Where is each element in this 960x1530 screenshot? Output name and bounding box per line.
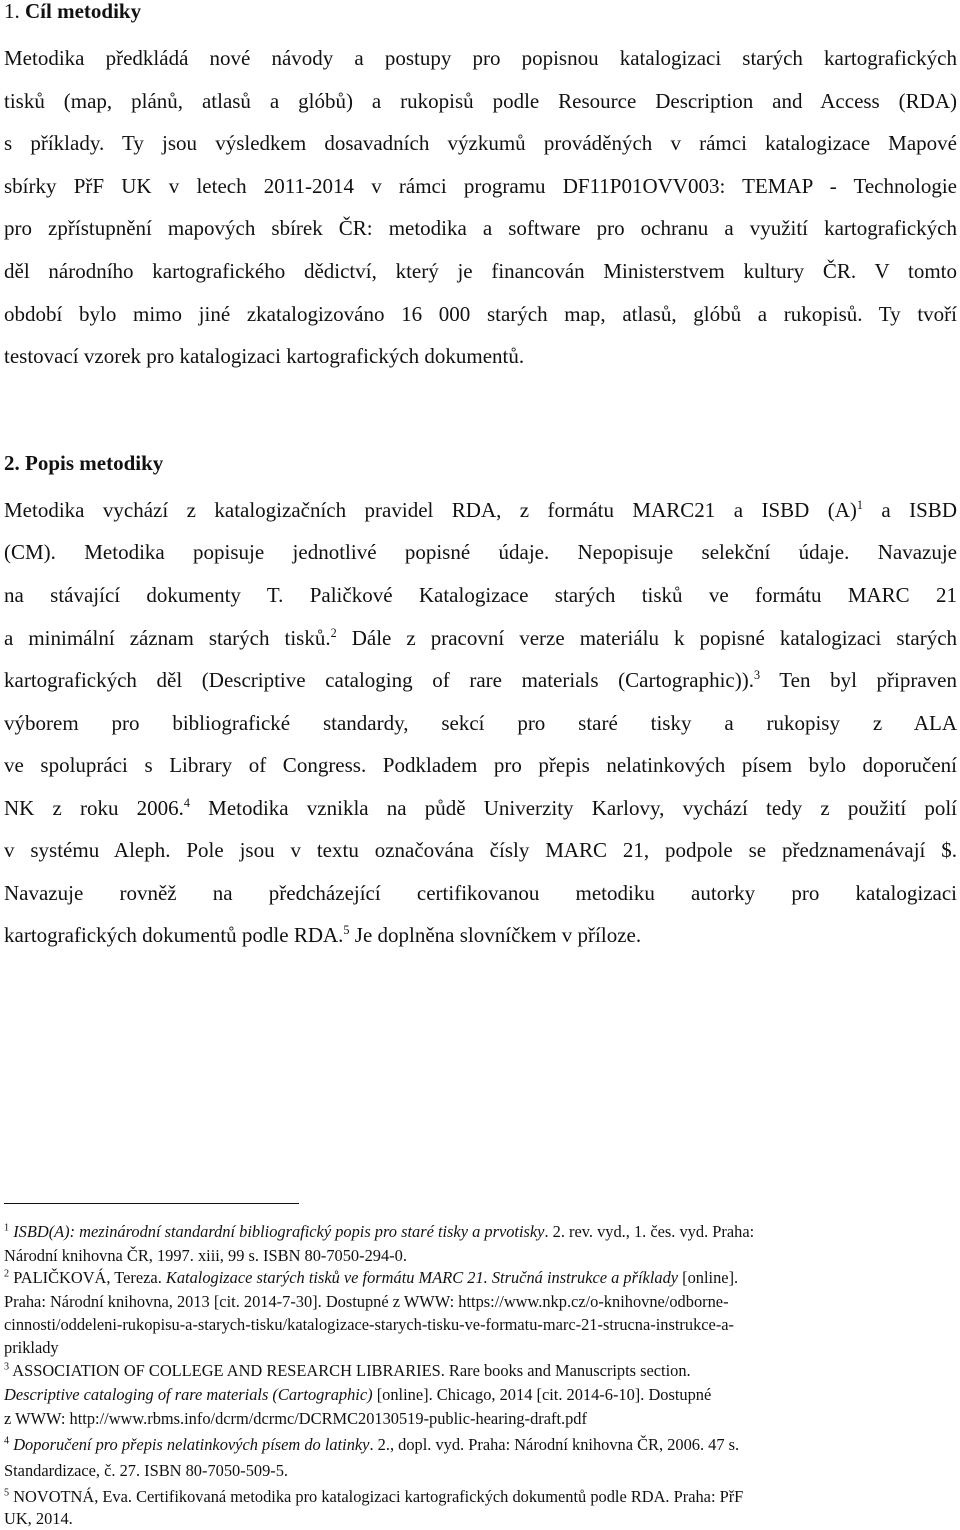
footnote-text: . 2. rev. vyd., 1. čes. vyd. Praha: (544, 1222, 755, 1241)
footnote-text: [online]. (678, 1268, 739, 1287)
section-2-line (4, 923, 957, 947)
section-2-line (4, 540, 957, 564)
footnote-2-line: priklady (4, 1338, 59, 1357)
footnote-ref-4[interactable]: 4 (183, 796, 190, 810)
section-2-line (4, 838, 957, 862)
footnote-ref-1[interactable]: 1 (856, 498, 863, 512)
footnote-number: 5 (4, 1487, 10, 1499)
footnote-title: Doporučení pro přepis nelatinkových písem do latinky (13, 1435, 370, 1454)
section-2-heading (4, 451, 163, 475)
section-2-line-text: výborem pro bibliografické standardy, sekcí pro staré tisky a rukopisy z ALA (4, 711, 957, 735)
section-1-heading (4, 0, 141, 23)
footnote-separator (4, 1203, 299, 1204)
section-2-title: 2. Popis metodiky (4, 451, 164, 475)
footnote-ref-5[interactable]: 5 (343, 923, 350, 937)
footnote-3-line (4, 1385, 957, 1405)
footnote-text: . 2., dopl. vyd. Praha: Národní knihovna ČR, 2006. 47 s. (369, 1435, 740, 1454)
footnote-title: Descriptive cataloging of rare materials (Cartographic) (4, 1385, 373, 1404)
footnote-2-line: Praha: Národní knihovna, 2013 [cit. 2014-7-30]. Dostupné z WWW: https://www.nkp.cz/o-knihovne/odborne- (4, 1292, 729, 1311)
section-2-line-text: na stávající dokumenty T. Paličkové Katalogizace starých tisků ve formátu MARC 21 (4, 583, 957, 607)
footnote-ref-3[interactable]: 3 (753, 668, 761, 682)
section-2-line (4, 583, 957, 607)
footnote-text: NOVOTNÁ, Eva. Certifikovaná metodika pro katalogizaci kartografických dokumentů podle RDA. Praha: PřF (13, 1487, 744, 1506)
section-1-line: tisků (map, plánů, atlasů a glóbů) a rukopisů podle Resource Description and Access (RDA) (4, 89, 957, 113)
section-1-number: 1. (4, 0, 25, 23)
section-2-line-text: kartografických děl (Descriptive cataloging of rare materials (Cartographic)). (4, 668, 754, 692)
footnote-5 (4, 1487, 957, 1507)
section-1-title: Cíl metodiky (25, 0, 142, 23)
section-2-line-text: ve spolupráci s Library of Congress. Podkladem pro přepis nelatinkových písem bylo doporučení (4, 753, 957, 777)
section-2-line (4, 668, 957, 692)
section-1-line: s příklady. Ty jsou výsledkem dosavadních výzkumů prováděných v rámci katalogizace Mapové (4, 131, 957, 155)
section-2-line-tail: Metodika vznikla na půdě Univerzity Karlovy, vychází tedy z použití polí (189, 796, 957, 820)
footnote-5-line: UK, 2014. (4, 1509, 73, 1528)
section-2-line-text: Navazuje rovněž na předcházející certifikovanou metodiku autorky pro katalogizaci (4, 881, 957, 905)
section-2-line-tail: Je doplněna slovníčkem v příloze. (349, 923, 642, 947)
footnote-3 (4, 1361, 957, 1381)
section-1-line: testovací vzorek pro katalogizaci kartografických dokumentů. (4, 344, 525, 368)
section-2-line-text: v systému Aleph. Pole jsou v textu označována čísly MARC 21, podpole se předznamenávají $. (4, 838, 957, 862)
section-2-line (4, 711, 957, 735)
footnote-number: 3 (4, 1361, 10, 1373)
section-2-line (4, 626, 957, 650)
section-2-line-text: (CM). Metodika popisuje jednotlivé popisné údaje. Nepopisuje selekční údaje. Navazuje (4, 540, 957, 564)
footnote-number: 2 (4, 1268, 10, 1280)
section-2-line-tail: Ten byl připraven (760, 668, 957, 692)
footnote-3-link[interactable]: z WWW: http://www.rbms.info/dcrm/dcrmc/DCRMC20130519-public-hearing-draft.pdf (4, 1409, 587, 1428)
footnote-author: PALIČKOVÁ, Tereza. (13, 1268, 166, 1287)
footnote-2 (4, 1268, 957, 1288)
footnote-text: [online]. Chicago, 2014 [cit. 2014-6-10]. Dostupné (372, 1385, 712, 1404)
section-2-line-tail: Dále z pracovní verze materiálu k popisné katalogizaci starých (336, 626, 958, 650)
footnote-ref-2[interactable]: 2 (330, 626, 337, 640)
section-2-line-tail: a ISBD (862, 498, 957, 522)
footnote-4 (4, 1435, 957, 1455)
section-2-line (4, 753, 957, 777)
footnote-1-line: Národní knihovna ČR, 1997. xiii, 99 s. ISBN 80-7050-294-0. (4, 1246, 407, 1265)
footnote-1 (4, 1222, 957, 1242)
footnote-title: Katalogizace starých tisků ve formátu MARC 21. Stručná instrukce a příklady (165, 1268, 679, 1287)
footnote-number: 1 (4, 1222, 10, 1234)
section-2-line-text: NK z roku 2006. (4, 796, 184, 820)
section-2-line (4, 796, 957, 820)
section-2-line (4, 498, 957, 522)
section-2-line-text: kartografických dokumentů podle RDA. (4, 923, 344, 947)
section-2-line (4, 881, 957, 905)
footnote-number: 4 (4, 1435, 10, 1447)
footnote-4-line: Standardizace, č. 27. ISBN 80-7050-509-5. (4, 1461, 289, 1480)
section-1-line: období bylo mimo jiné zkatalogizováno 16 000 starých map, atlasů, glóbů a rukopisů. Ty tvoří (4, 302, 957, 326)
section-2-line-text: Metodika vychází z katalogizačních pravidel RDA, z formátu MARC21 a ISBD (A) (4, 498, 857, 522)
section-1-line: sbírky PřF UK v letech 2011-2014 v rámci programu DF11P01OVV003: TEMAP - Technologie (4, 174, 957, 198)
section-2-line-text: a minimální záznam starých tisků. (4, 626, 331, 650)
section-1-line: děl národního kartografického dědictví, který je financován Ministerstvem kultury ČR. V tomto (4, 259, 957, 283)
footnote-title: ISBD(A): mezinárodní standardní bibliografický popis pro staré tisky a prvotisky (13, 1222, 545, 1241)
section-1-line: pro zpřístupnění mapových sbírek ČR: metodika a software pro ochranu a využití kartografických (4, 216, 957, 240)
section-1-line: Metodika předkládá nové návody a postupy pro popisnou katalogizaci starých kartografických (4, 46, 957, 70)
footnote-text: ASSOCIATION OF COLLEGE AND RESEARCH LIBRARIES. Rare books and Manuscripts section. (12, 1361, 691, 1380)
footnote-2-link[interactable]: cinnosti/oddeleni-rukopisu-a-starych-tisku/katalogizace-starych-tisku-ve-formatu-marc-21-strucna-instrukce-a- (4, 1315, 735, 1334)
